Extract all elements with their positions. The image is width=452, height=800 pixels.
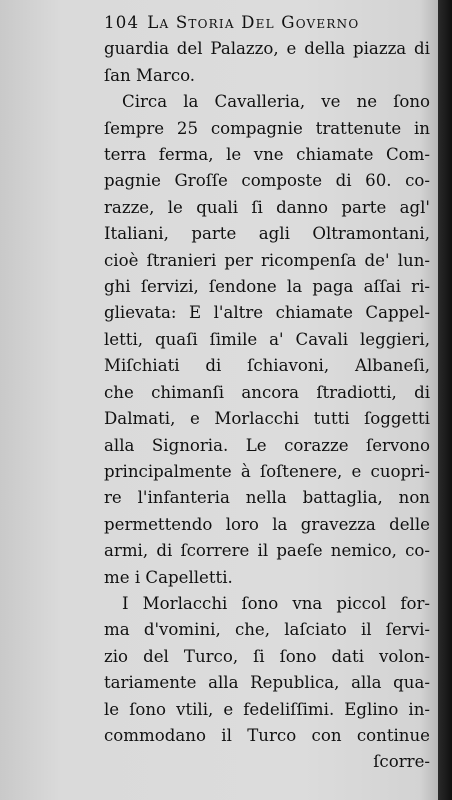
text-line: glievata: E l'altre chiamate Cappel-: [104, 303, 430, 323]
text-line: re l'infanteria nella battaglia, non: [104, 488, 430, 508]
text-line: Dalmati, e Morlacchi tutti ſoggetti: [104, 409, 430, 429]
page-text-block: [104, 10, 430, 776]
text-line: armi, di ſcorrere il paeſe nemico, co-: [104, 541, 430, 561]
text-line: ma d'vomini, che, laſciato il ſervi-: [104, 620, 430, 640]
text-line: alla Signoria. Le corazze ſervono: [104, 435, 430, 455]
text-line: ſan Marco.: [104, 65, 196, 85]
text-line: razze, le quali ſi danno parte agl': [104, 197, 430, 217]
text-line: ghi ſervizi, ſendone la paga aſſai ri-: [104, 277, 430, 297]
text-line: commodano il Turco con continue: [104, 725, 430, 745]
text-line: me i Capelletti.: [104, 567, 233, 587]
text-line: guardia del Palazzo, e della piazza di: [104, 39, 430, 59]
text-line: permettendo loro la gravezza delle: [104, 514, 430, 534]
text-line: terra ferma, le vne chiamate Com-: [104, 145, 430, 165]
book-gutter: [438, 0, 452, 800]
text-line: letti, quaſi ſimile a' Cavali leggieri,: [104, 329, 430, 349]
running-title: La Storia Del Governo: [147, 13, 360, 32]
text-line: le ſono vtili, e fedeliſſimi. Eglino in-: [104, 699, 430, 719]
text-line: principalmente à ſoſtenere, e cuopri-: [104, 461, 430, 481]
page-number: 104: [104, 13, 140, 32]
text-line: I Morlacchi ſono vna piccol for-: [122, 593, 430, 613]
catchword: ſcorre-: [373, 752, 430, 772]
running-head: [104, 10, 430, 36]
text-line: cioè ſtranieri per ricompenſa de' lun-: [104, 250, 430, 270]
text-line: Miſchiati di ſchiavoni, Albaneſi,: [104, 356, 430, 376]
text-line: zio del Turco, ſi ſono dati volon-: [104, 646, 430, 666]
text-line: che chimanſi ancora ſtradiotti, di: [104, 382, 430, 402]
text-line: Circa la Cavalleria, ve ne ſono: [122, 92, 430, 112]
text-line: ſempre 25 compagnie trattenute in: [104, 118, 430, 138]
text-line: pagnie Groſſe composte di 60. co-: [104, 171, 430, 191]
text-line: Italiani, parte agli Oltramontani,: [104, 224, 430, 244]
text-line: tariamente alla Republica, alla qua-: [104, 673, 430, 693]
